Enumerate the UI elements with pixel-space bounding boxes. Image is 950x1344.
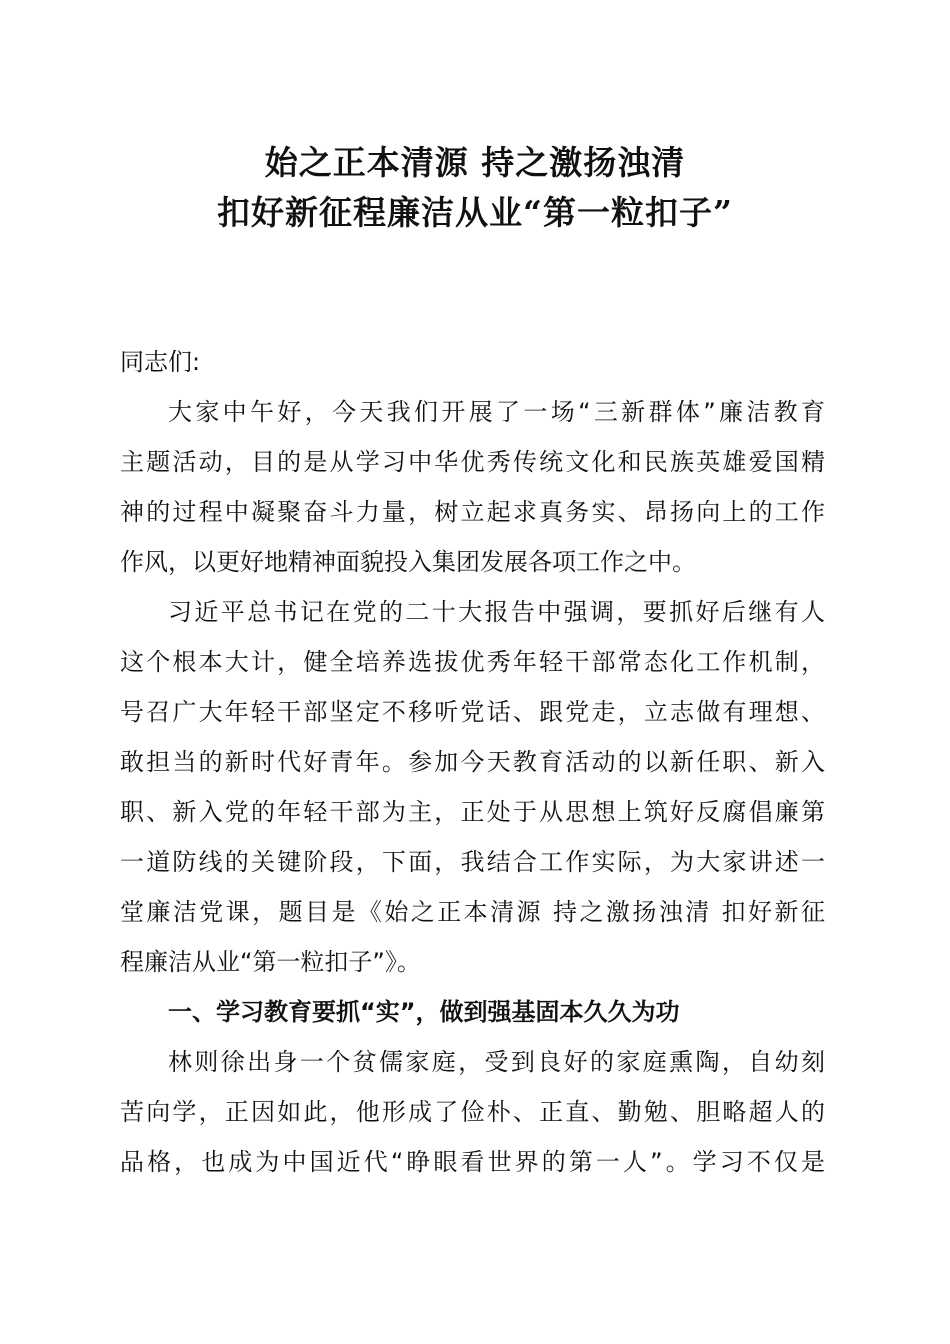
paragraph-line: 林则徐出身一个贫儒家庭，受到良好的家庭熏陶，自幼刻: [168, 1048, 825, 1076]
paragraph-line: 习近平总书记在党的二十大报告中强调，要抓好后继有人: [168, 598, 825, 626]
section-heading: 一、学习教育要抓“实”，做到强基固本久久为功: [168, 998, 680, 1026]
paragraph-line: 作风，以更好地精神面貌投入集团发展各项工作之中。: [120, 548, 696, 576]
paragraph-line: 敢担当的新时代好青年。参加今天教育活动的以新任职、新入: [120, 748, 825, 776]
paragraph-line: 一道防线的关键阶段，下面，我结合工作实际，为大家讲述一: [120, 848, 825, 876]
paragraph-line: 程廉洁从业“第一粒扣子”》。: [120, 948, 421, 976]
paragraph-line: 大家中午好，今天我们开展了一场“三新群体”廉洁教育: [168, 398, 825, 426]
paragraph-line: 神的过程中凝聚奋斗力量，树立起求真务实、昂扬向上的工作: [120, 498, 825, 526]
paragraph-line: 堂廉洁党课，题目是《始之正本清源 持之激扬浊清 扣好新征: [120, 898, 825, 926]
paragraph-line: 品格，也成为中国近代“睁眼看世界的第一人”。学习不仅是: [120, 1148, 825, 1176]
paragraph-line: 这个根本大计，健全培养选拔优秀年轻干部常态化工作机制，: [120, 648, 825, 676]
document-title-line-2: 扣好新征程廉洁从业“第一粒扣子”: [217, 193, 733, 232]
document-title-line-1: 始之正本清源 持之激扬浊清: [264, 143, 686, 182]
paragraph-line: 苦向学，正因如此，他形成了俭朴、正直、勤勉、胆略超人的: [120, 1098, 825, 1126]
paragraph-line: 职、新入党的年轻干部为主，正处于从思想上筑好反腐倡廉第: [120, 798, 825, 826]
salutation: 同志们:: [120, 348, 201, 376]
paragraph-line: 主题活动，目的是从学习中华优秀传统文化和民族英雄爱国精: [120, 448, 825, 476]
paragraph-line: 号召广大年轻干部坚定不移听党话、跟党走，立志做有理想、: [120, 698, 825, 726]
